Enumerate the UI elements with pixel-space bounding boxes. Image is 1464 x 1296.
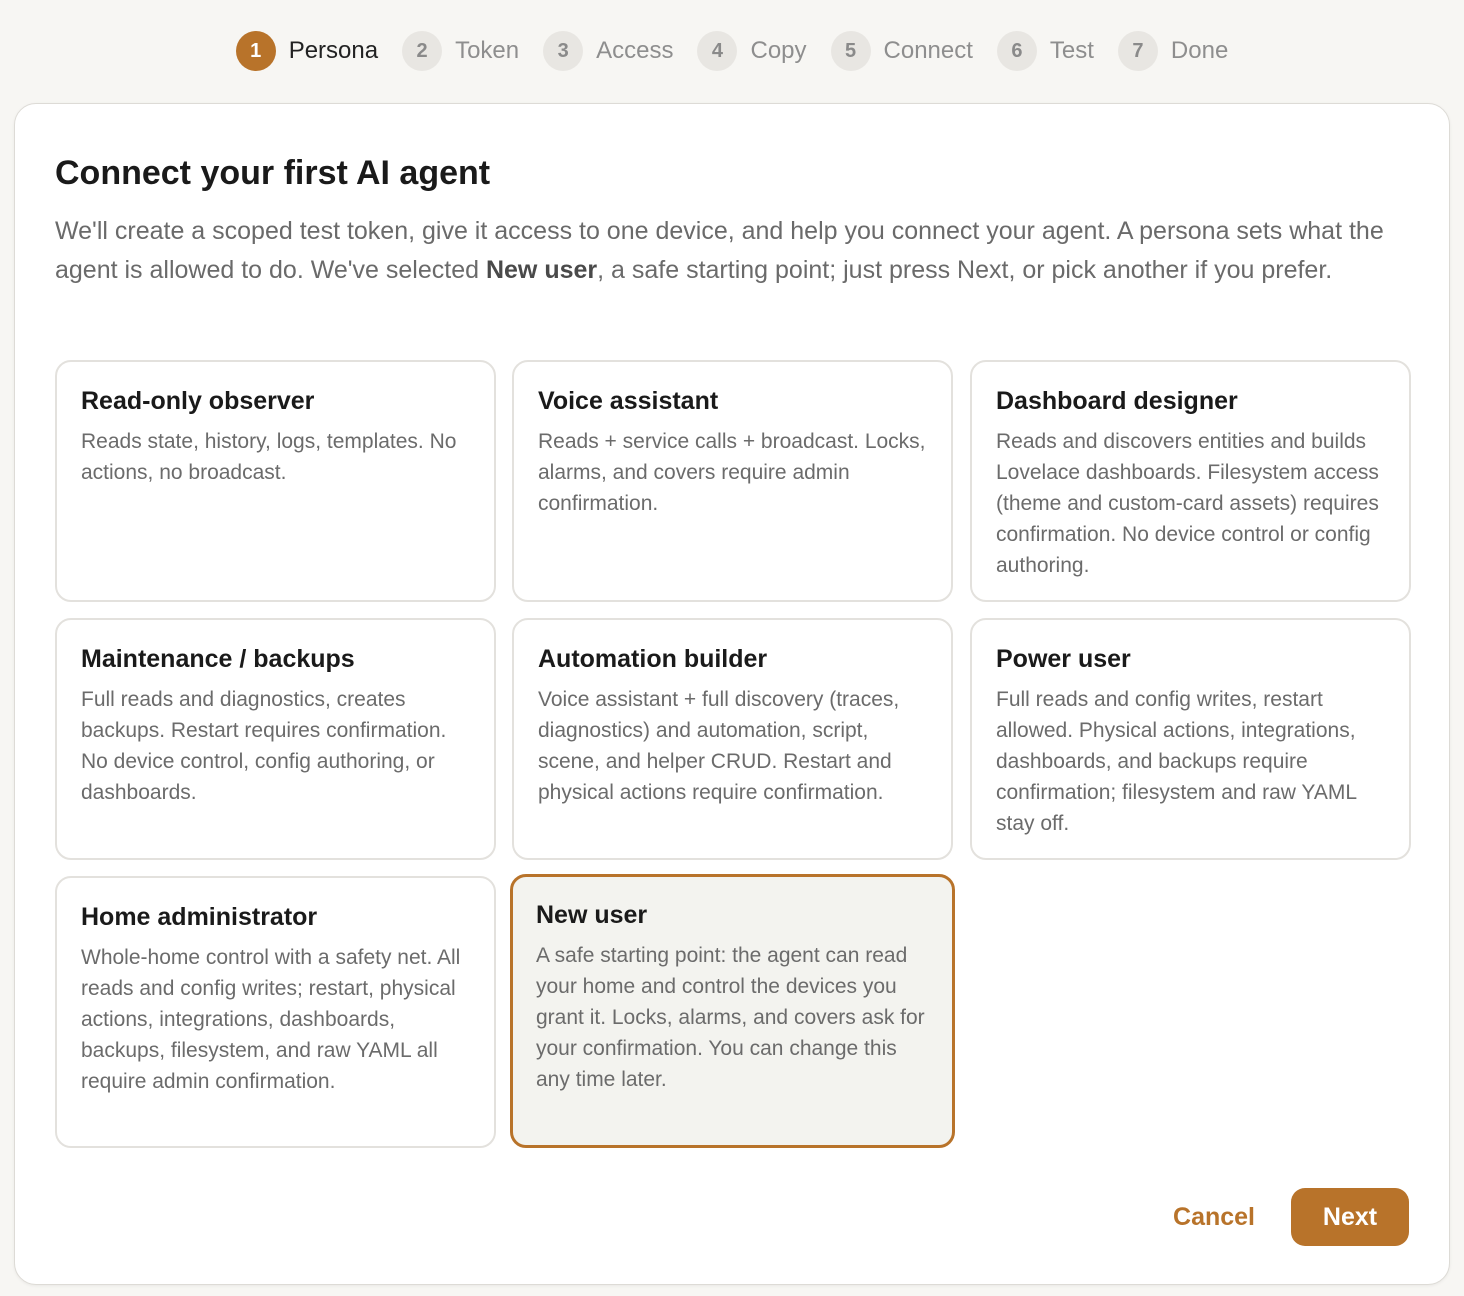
stepper [0,30,1464,72]
persona-title: Dashboard designer [996,387,1238,415]
persona-title: Automation builder [538,645,768,673]
persona-automation-builder[interactable] [512,618,953,860]
wizard-card [14,103,1450,1285]
step-number: 7 [1118,31,1158,71]
page-title: Connect your first AI agent [55,154,491,192]
intro-text-start: We'll create a scoped test token, give it access to one device, and help you connect your agent. A persona sets what the agent is allowed to do. We've selected [55,217,1384,284]
persona-title: Read-only observer [81,387,315,415]
wizard-actions [1173,1188,1409,1246]
persona-description: Voice assistant + full discovery (traces, diagnostics) and automation, script, scene, and helper CRUD. Restart and physical actions require confirmation. [538,688,900,804]
step-copy[interactable] [697,31,806,71]
persona-title: New user [536,901,648,929]
step-number: 3 [543,31,583,71]
step-token[interactable] [402,31,519,71]
persona-grid [55,360,1411,1148]
persona-description: Reads + service calls + broadcast. Locks, alarms, and covers require admin confirmation. [538,430,926,515]
persona-dashboard-designer[interactable] [970,360,1411,602]
persona-title: Maintenance / backups [81,645,355,673]
persona-description: A safe starting point: the agent can read your home and control the devices you grant it. Locks, alarms, and covers ask for your confirmation. You can change this any time later. [536,944,925,1091]
step-connect[interactable] [831,31,973,71]
step-done[interactable] [1118,31,1228,71]
intro-text [55,212,1411,290]
persona-description: Reads and discovers entities and builds Lovelace dashboards. Filesystem access (theme and custom-card assets) requires confirmation. No device control or config authoring. [996,430,1379,577]
intro-highlight: New user [485,256,598,284]
step-label: Test [1049,37,1094,64]
step-label: Access [596,37,674,64]
step-label: Persona [288,37,379,64]
step-number: 2 [402,31,442,71]
step-number: 6 [997,31,1037,71]
step-access[interactable] [543,31,673,71]
step-label: Done [1170,37,1229,64]
step-number: 4 [697,31,737,71]
persona-new-user[interactable] [510,874,955,1148]
step-number: 5 [831,31,871,71]
persona-maintenance-backups[interactable] [55,618,496,860]
step-label: Copy [750,37,807,64]
persona-description: Full reads and diagnostics, creates backups. Restart requires confirmation. No device control, config authoring, or dashboards. [81,688,447,804]
persona-power-user[interactable] [970,618,1411,860]
persona-title: Voice assistant [538,387,719,415]
persona-description: Reads state, history, logs, templates. No actions, no broadcast. [81,430,457,484]
cancel-button[interactable]: Cancel [1173,1202,1255,1231]
step-persona[interactable] [236,31,378,71]
persona-read-only-observer[interactable] [55,360,496,602]
persona-title: Home administrator [81,903,318,931]
persona-home-administrator[interactable] [55,876,496,1148]
step-label: Connect [883,37,973,64]
next-button[interactable]: Next [1291,1188,1409,1246]
persona-description: Full reads and config writes, restart allowed. Physical actions, integrations, dashboards, and backups require confirmation; filesystem and raw YAML stay off. [996,688,1357,835]
step-test[interactable] [997,31,1094,71]
step-number: 1 [236,31,276,71]
persona-title: Power user [996,645,1131,673]
intro-text-end: , a safe starting point; just press Next, or pick another if you prefer. [597,256,1333,284]
persona-description: Whole-home control with a safety net. All reads and config writes; restart, physical actions, integrations, dashboards, backups, filesystem, and raw YAML all require admin confirmation. [81,946,461,1093]
persona-voice-assistant[interactable] [512,360,953,602]
step-label: Token [455,37,520,64]
